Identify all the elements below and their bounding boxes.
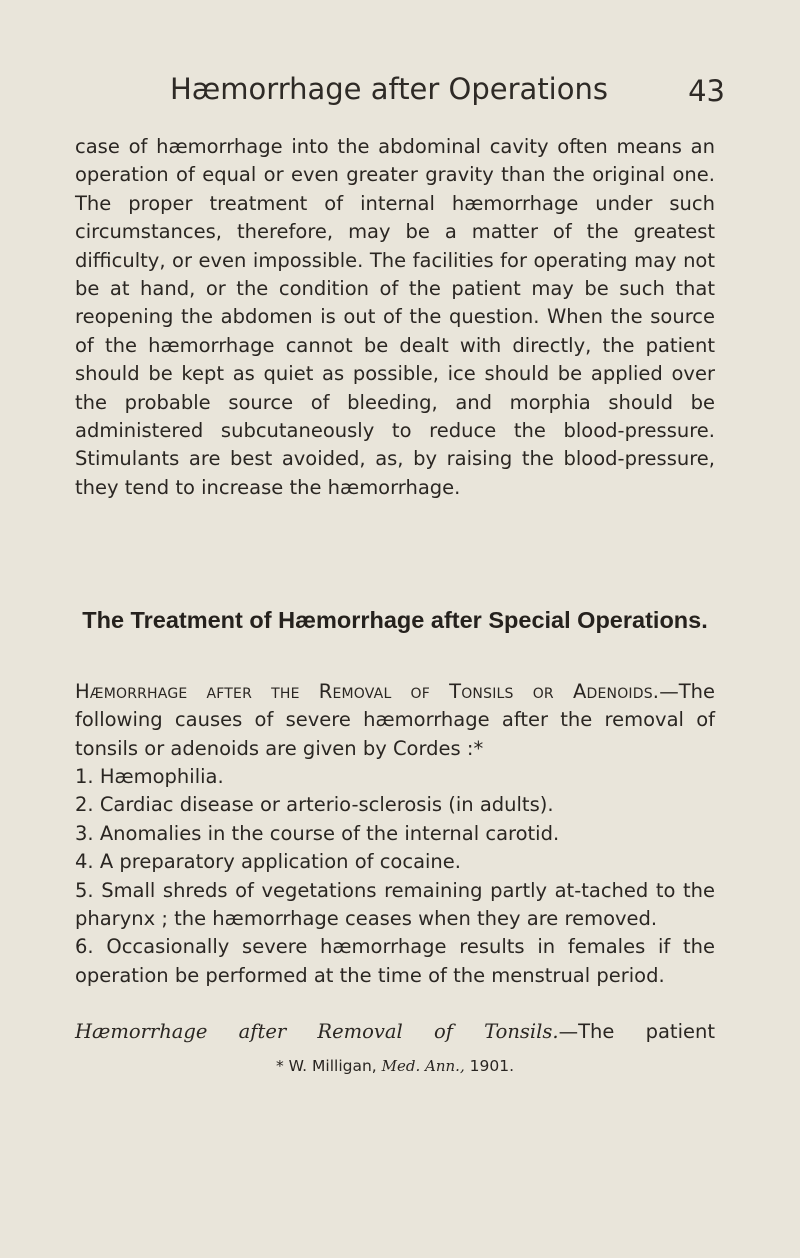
list-item-number: 4. <box>75 850 94 874</box>
list-item <box>75 820 715 848</box>
running-title: Hæmorrhage after Operations <box>170 72 608 106</box>
footnote-marker: * <box>275 1057 284 1075</box>
list-item <box>75 848 715 876</box>
list-item-text: Cardiac disease or arterio-sclerosis (in adults). <box>99 793 554 817</box>
list-item-text: Anomalies in the course of the internal carotid. <box>99 821 560 845</box>
list-item <box>75 791 715 819</box>
closing-line <box>75 1018 715 1046</box>
list-item <box>75 763 715 791</box>
footnote-author: W. Milligan, <box>288 1057 377 1075</box>
list-item-number: 3. <box>75 821 94 845</box>
list-item-number: 2. <box>75 793 94 817</box>
list-item-number: 1. <box>75 765 94 788</box>
list-item-number: 6. <box>75 935 94 959</box>
list-item-text: Occasionally severe hæmorrhage results in females if the operation be performed at the time of the menstrual period. <box>75 935 715 987</box>
italic-lead: Hæmorrhage after Removal of Tonsils. <box>75 1020 559 1043</box>
list-item-text: Hæmophilia. <box>99 765 224 788</box>
list-item-text: A preparatory application of cocaine. <box>99 850 461 874</box>
paragraph-tonsils-adenoids <box>75 678 715 763</box>
run-in-subheading: Hæmorrhage after the Removal of Tonsils or Adenoids. <box>75 680 660 703</box>
running-head <box>75 72 725 116</box>
paragraph-intro-text: —The following causes of severe hæmorrhage after the removal of tonsils or adenoids are given by Cordes :* <box>75 680 715 760</box>
list-item-text: Small shreds of vegetations remaining partly at-tached to the pharynx ; the hæmorrhage ceases when they are removed. <box>75 878 716 931</box>
closing-text: —The patient <box>558 1020 715 1043</box>
causes-list <box>75 763 715 990</box>
page-number: 43 <box>688 74 725 108</box>
list-item <box>75 877 715 934</box>
footnote-year: 1901. <box>469 1057 515 1075</box>
section-heading: The Treatment of Hæmorrhage after Special Operations. <box>82 607 708 633</box>
list-item <box>75 933 715 990</box>
footnote <box>75 1055 715 1077</box>
footnote-journal: Med. Ann., <box>381 1057 465 1075</box>
paragraph-continued: case of hæmorrhage into the abdominal cavity often means an operation of equal or even greater gravity than the original one. The proper treatment of internal hæmorrhage under such circumstances, therefore, may be a matter of the greatest difficulty, or even impossible. The facilities for operating may not be at hand, or the condition of the patient may be such that reopening the abdomen is out of the question. When the source of the hæmorrhage cannot be dealt with directly, the patient should be kept as quiet as possible, ice should be applied over the probable source of bleeding, and morphia should be administered subcutaneously to reduce the blood-pressure. Stimulants are best avoided, as, by raising the blood-pressure, they tend to increase the hæmorrhage. <box>75 135 715 499</box>
list-item-number: 5. <box>75 878 94 902</box>
